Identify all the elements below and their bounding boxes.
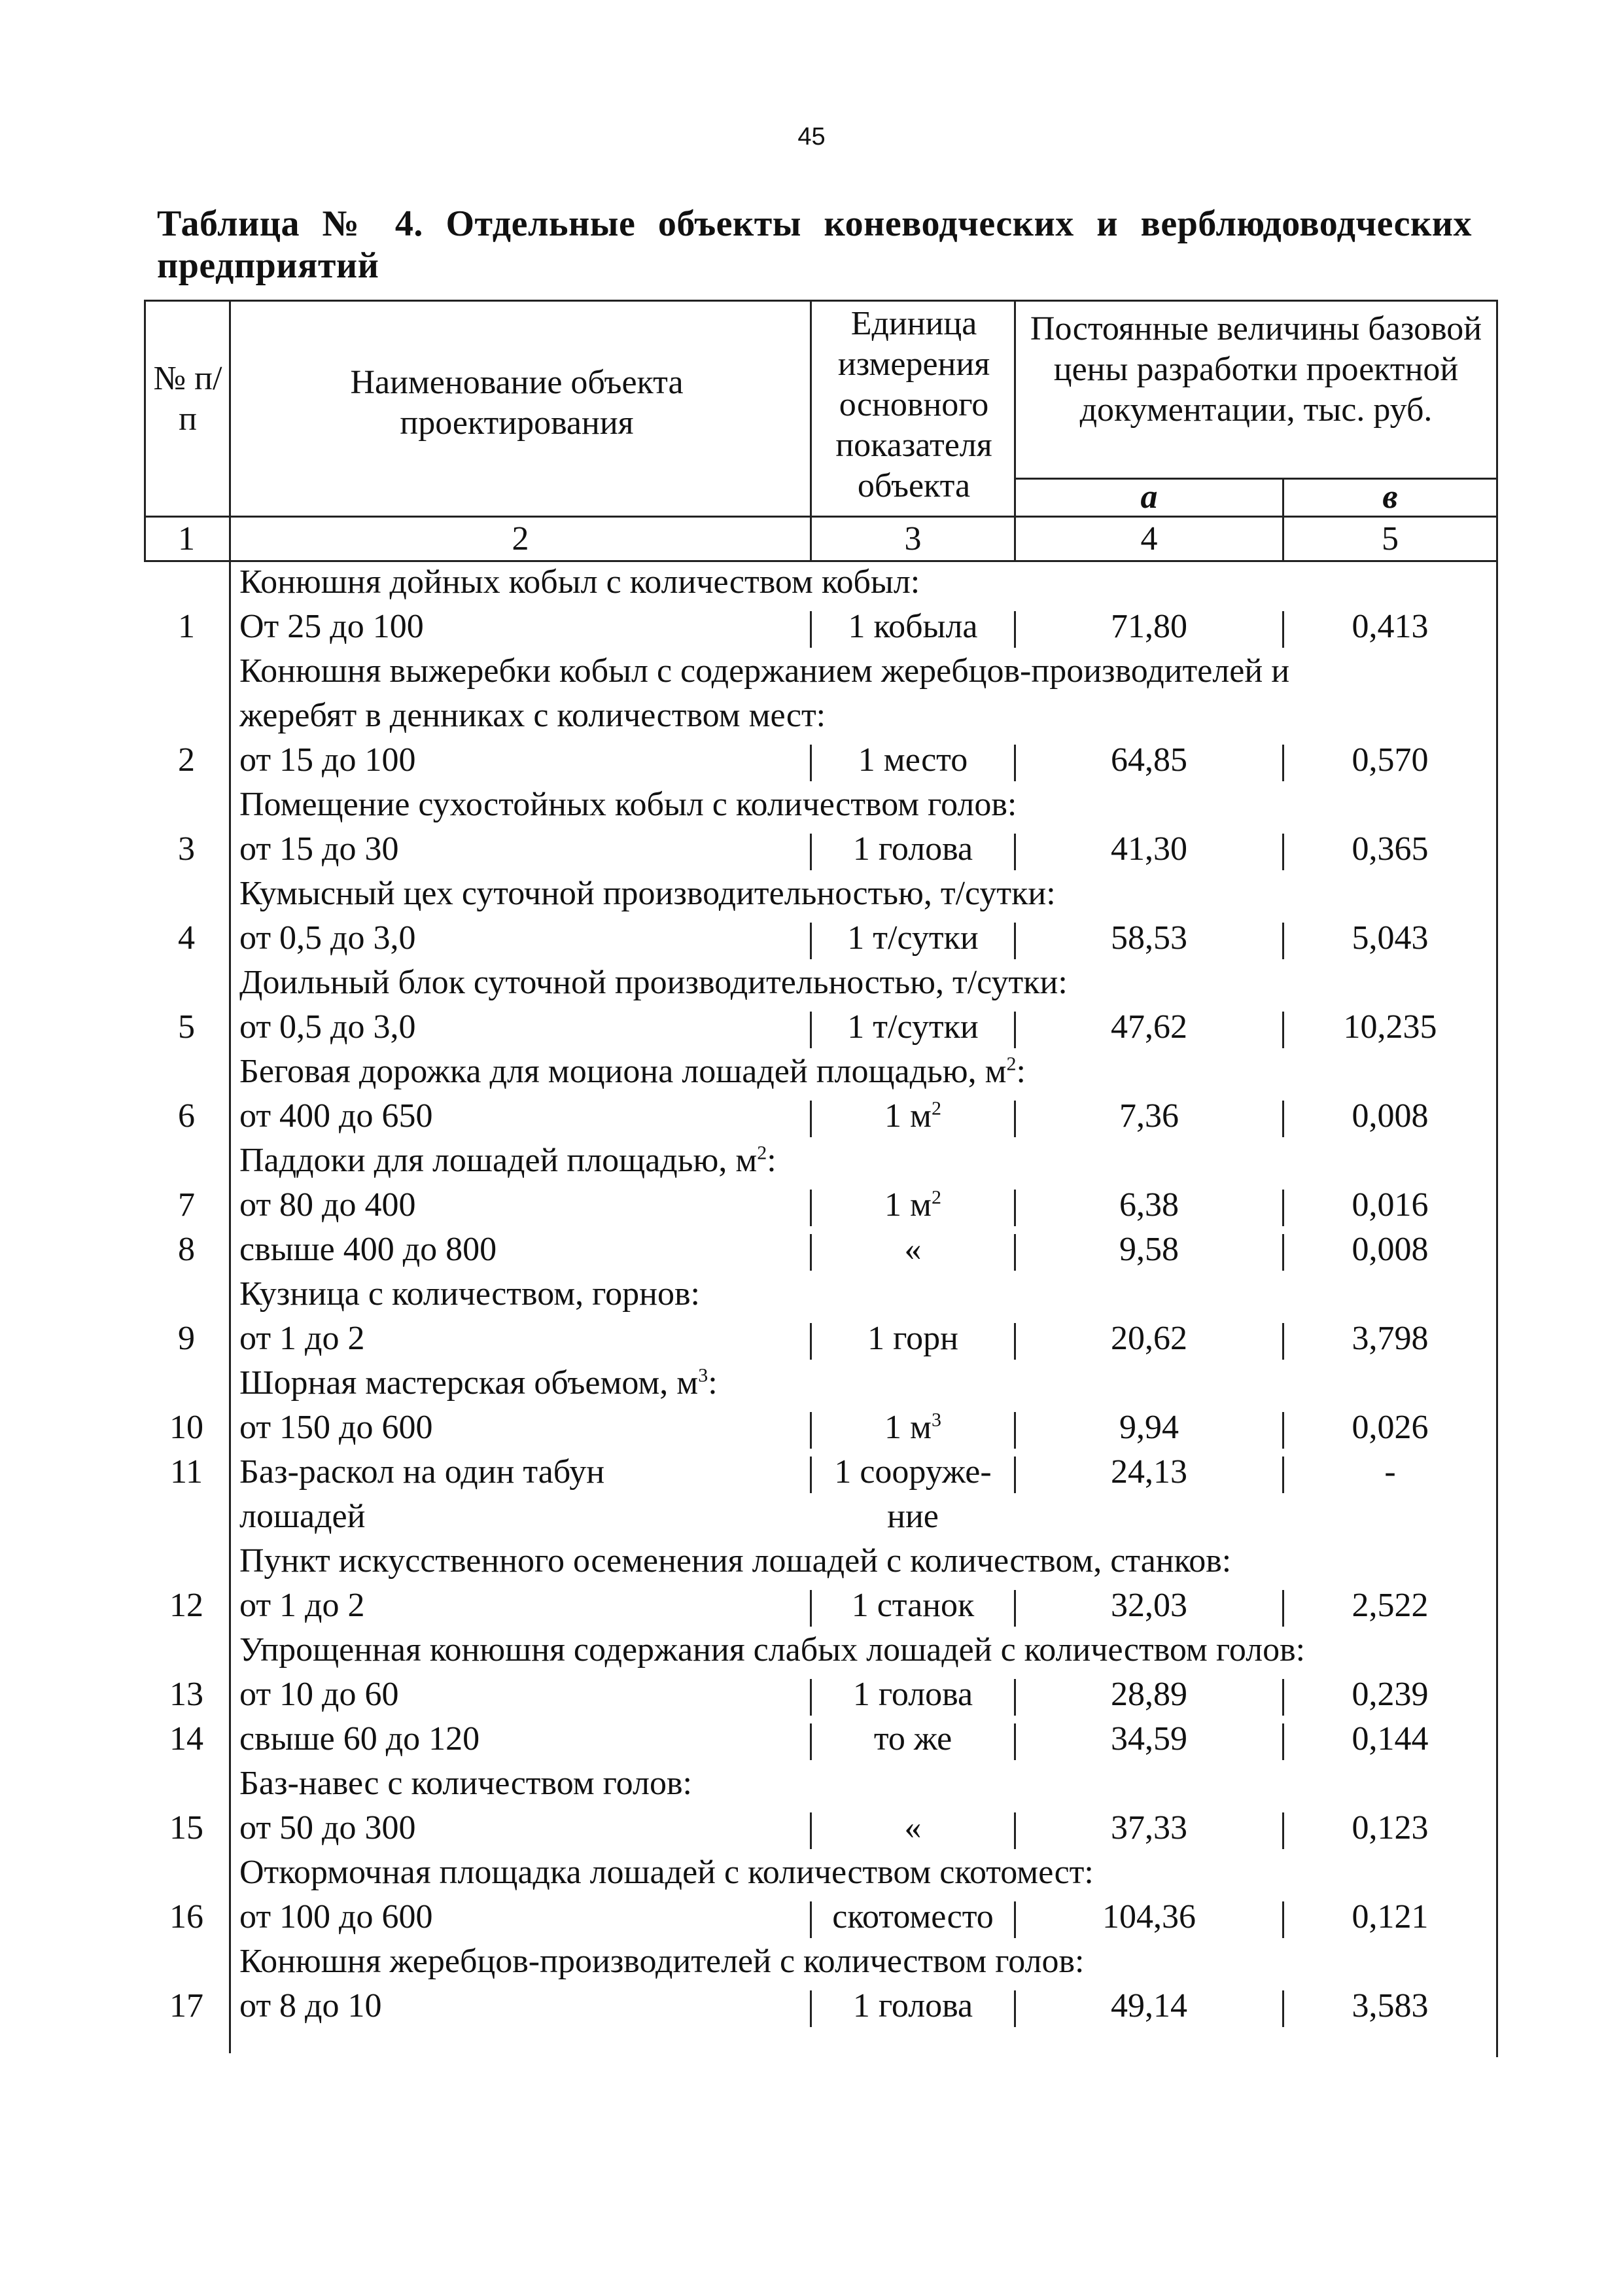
group-heading: Конюшня выжеребки кобыл с содержанием жеребцов-производителей и xyxy=(239,652,1290,690)
row-value-b: 0,008 xyxy=(1352,1097,1429,1135)
group-heading: Шорная мастерская объемом, $м^3$: xyxy=(239,1364,718,1402)
row-number: 2 xyxy=(178,741,195,779)
cell-separator-mark xyxy=(1014,1723,1016,1760)
cell-separator-mark xyxy=(1014,1812,1016,1849)
row-value-a: 34,59 xyxy=(1111,1720,1187,1757)
row-range: от 10 до 60 xyxy=(239,1676,399,1713)
cell-separator-mark xyxy=(1282,1323,1284,1360)
row-value-b: 10,235 xyxy=(1343,1008,1437,1046)
row-value-a: 7,36 xyxy=(1119,1097,1179,1135)
row-range: лошадей xyxy=(239,1498,366,1535)
cell-separator-mark xyxy=(810,611,812,648)
row-number: 14 xyxy=(169,1720,203,1757)
group-heading: Упрощенная конюшня содержания слабых лошадей с количеством голов: xyxy=(239,1631,1306,1669)
table-right-border-lower xyxy=(1496,560,1498,2057)
row-number: 12 xyxy=(169,1587,203,1624)
cell-separator-mark xyxy=(1014,834,1016,870)
header-values: Постоянные величины базовой цены разработки проектной документации, тыс. руб. xyxy=(1030,310,1482,429)
row-range: от 0,5 до 3,0 xyxy=(239,1008,416,1046)
row-value-a: 9,94 xyxy=(1119,1409,1179,1446)
row-value-b: 3,583 xyxy=(1352,1987,1429,2024)
group-heading: Беговая дорожка для моциона лошадей площадью, $м^2$: xyxy=(239,1053,1026,1090)
header-name: Наименование объекта проектирования xyxy=(350,364,684,442)
row-value-a: 104,36 xyxy=(1102,1898,1196,1935)
row-value-b: 2,522 xyxy=(1352,1587,1429,1624)
group-heading: Конюшня жеребцов-производителей с количеством голов: xyxy=(239,1943,1085,1980)
cell-separator-mark xyxy=(810,923,812,959)
row-unit: 1 т/сутки xyxy=(847,919,979,957)
row-number: 15 xyxy=(169,1809,203,1846)
row-number: 17 xyxy=(169,1987,203,2024)
cell-separator-mark xyxy=(1282,1101,1284,1137)
group-heading: Пункт искусственного осеменения лошадей с количеством, станков: xyxy=(239,1542,1232,1580)
header-num: № п/п xyxy=(153,360,222,438)
cell-separator-mark xyxy=(1014,1679,1016,1716)
group-heading: Конюшня дойных кобыл с количеством кобыл: xyxy=(239,563,920,601)
row-unit: скотоместо xyxy=(832,1898,994,1935)
cell-separator-mark xyxy=(1282,1234,1284,1271)
cell-separator-mark xyxy=(810,1590,812,1627)
table-top-border xyxy=(144,300,1498,302)
cell-separator-mark xyxy=(1014,1012,1016,1048)
cell-separator-mark xyxy=(810,1190,812,1226)
row-value-b: 0,121 xyxy=(1352,1898,1429,1935)
cell-separator-mark xyxy=(1282,1590,1284,1627)
row-value-b: 0,144 xyxy=(1352,1720,1429,1757)
cell-separator-mark xyxy=(1282,923,1284,959)
index-col-4: 4 xyxy=(1140,520,1158,557)
cell-separator-mark xyxy=(1014,1101,1016,1137)
cell-separator-mark xyxy=(1282,1412,1284,1449)
row-range: От 25 до 100 xyxy=(239,608,424,645)
row-unit: 1 голова xyxy=(852,1987,973,2024)
row-value-b: - xyxy=(1384,1453,1396,1491)
table-title xyxy=(157,203,1472,287)
row-value-a: 6,38 xyxy=(1119,1186,1179,1224)
row-unit: 1 сооруже- xyxy=(834,1453,992,1491)
row-unit: 1 $м^3$ xyxy=(884,1409,941,1446)
row-number: 13 xyxy=(169,1676,203,1713)
row-unit: 1 $м^2$ xyxy=(884,1186,941,1224)
cell-separator-mark xyxy=(810,1901,812,1938)
row-unit: « xyxy=(904,1231,922,1268)
cell-separator-mark xyxy=(810,745,812,781)
row-range: от 1 до 2 xyxy=(239,1587,365,1624)
row-range: Баз-раскол на один табун xyxy=(239,1453,605,1491)
row-unit: « xyxy=(904,1809,922,1846)
group-heading: жеребят в денниках с количеством мест: xyxy=(239,697,826,734)
group-heading: Паддоки для лошадей площадью, $м^2$: xyxy=(239,1142,777,1179)
cell-separator-mark xyxy=(1282,1457,1284,1493)
row-range: от 15 до 30 xyxy=(239,830,399,868)
cell-separator-mark xyxy=(1014,1323,1016,1360)
row-number: 6 xyxy=(178,1097,195,1135)
row-number: 1 xyxy=(178,608,195,645)
row-range: от 8 до 10 xyxy=(239,1987,382,2024)
table-title-line-2: предприятий xyxy=(157,245,379,286)
index-col-3: 3 xyxy=(904,520,922,557)
row-range: от 0,5 до 3,0 xyxy=(239,919,416,957)
row-value-b: 0,413 xyxy=(1352,608,1429,645)
index-col-2: 2 xyxy=(512,520,529,557)
row-value-a: 9,58 xyxy=(1119,1231,1179,1268)
row-range: свыше 60 до 120 xyxy=(239,1720,480,1757)
index-col-1: 1 xyxy=(178,520,195,557)
cell-separator-mark xyxy=(1014,1990,1016,2027)
row-value-a: 71,80 xyxy=(1111,608,1187,645)
row-unit: 1 горн xyxy=(867,1320,958,1357)
data-table xyxy=(144,300,1498,2057)
cell-separator-mark xyxy=(1014,923,1016,959)
row-value-b: 0,570 xyxy=(1352,741,1429,779)
group-heading: Доильный блок суточной производительностью, т/сутки: xyxy=(239,964,1068,1001)
group-heading: Кузница с количеством, горнов: xyxy=(239,1275,700,1313)
row-range: от 1 до 2 xyxy=(239,1320,365,1357)
cell-separator-mark xyxy=(1282,1812,1284,1849)
cell-separator-mark xyxy=(1282,611,1284,648)
row-number: 5 xyxy=(178,1008,195,1046)
col-divider-1 xyxy=(229,300,231,2053)
row-value-a: 58,53 xyxy=(1111,919,1187,957)
index-row-bottom-border xyxy=(144,560,1498,562)
row-range: от 400 до 650 xyxy=(239,1097,433,1135)
row-number: 9 xyxy=(178,1320,195,1357)
cell-separator-mark xyxy=(810,1457,812,1493)
page-number: 45 xyxy=(797,123,826,150)
header-sub-a: а xyxy=(1140,478,1158,516)
cell-separator-mark xyxy=(810,1412,812,1449)
row-range: от 150 до 600 xyxy=(239,1409,433,1446)
cell-separator-mark xyxy=(810,834,812,870)
row-unit: 1 $м^2$ xyxy=(884,1097,941,1135)
row-range: свыше 400 до 800 xyxy=(239,1231,497,1268)
row-number: 11 xyxy=(169,1453,203,1491)
cell-separator-mark xyxy=(1014,1457,1016,1493)
row-value-b: 3,798 xyxy=(1352,1320,1429,1357)
row-range: от 80 до 400 xyxy=(239,1186,416,1224)
row-number: 8 xyxy=(178,1231,195,1268)
row-number: 7 xyxy=(178,1186,195,1224)
cell-separator-mark xyxy=(810,1812,812,1849)
row-range: от 50 до 300 xyxy=(239,1809,416,1846)
row-value-b: 0,008 xyxy=(1352,1231,1429,1268)
table-right-border xyxy=(1496,300,1498,561)
row-value-a: 24,13 xyxy=(1111,1453,1187,1491)
row-value-a: 37,33 xyxy=(1111,1809,1187,1846)
table-title-line-1: Таблица № 4. Отдельные объекты коневодческих и верблюдоводческих xyxy=(157,203,1472,244)
cell-separator-mark xyxy=(1014,1234,1016,1271)
row-number: 3 xyxy=(178,830,195,868)
row-number: 4 xyxy=(178,919,195,957)
row-unit: 1 станок xyxy=(851,1587,975,1624)
row-value-b: 0,239 xyxy=(1352,1676,1429,1713)
cell-separator-mark xyxy=(1282,1190,1284,1226)
cell-separator-mark xyxy=(1014,1590,1016,1627)
row-range: от 15 до 100 xyxy=(239,741,416,779)
row-unit: то же xyxy=(873,1720,952,1757)
row-unit: 1 место xyxy=(858,741,968,779)
row-value-b: 0,016 xyxy=(1352,1186,1429,1224)
cell-separator-mark xyxy=(810,1990,812,2027)
row-value-b: 0,123 xyxy=(1352,1809,1429,1846)
row-number: 10 xyxy=(169,1409,203,1446)
row-value-a: 20,62 xyxy=(1111,1320,1187,1357)
group-heading: Помещение сухостойных кобыл с количеством голов: xyxy=(239,786,1017,823)
cell-separator-mark xyxy=(1282,1723,1284,1760)
row-value-a: 28,89 xyxy=(1111,1676,1187,1713)
cell-separator-mark xyxy=(1014,745,1016,781)
row-range: от 100 до 600 xyxy=(239,1898,433,1935)
cell-separator-mark xyxy=(810,1723,812,1760)
cell-separator-mark xyxy=(1282,1012,1284,1048)
index-col-5: 5 xyxy=(1382,520,1399,557)
cell-separator-mark xyxy=(1014,1190,1016,1226)
group-heading: Откормочная площадка лошадей с количеством скотомест: xyxy=(239,1854,1094,1891)
group-heading: Кумысный цех суточной производительностью, т/сутки: xyxy=(239,875,1056,912)
row-value-a: 64,85 xyxy=(1111,741,1187,779)
row-unit: 1 кобыла xyxy=(848,608,978,645)
cell-separator-mark xyxy=(1282,1679,1284,1716)
cell-separator-mark xyxy=(810,1323,812,1360)
row-value-b: 5,043 xyxy=(1352,919,1429,957)
row-unit: 1 голова xyxy=(852,830,973,868)
cell-separator-mark xyxy=(810,1101,812,1137)
cell-separator-mark xyxy=(1282,745,1284,781)
row-number: 16 xyxy=(169,1898,203,1935)
row-value-a: 32,03 xyxy=(1111,1587,1187,1624)
cell-separator-mark xyxy=(1014,1412,1016,1449)
row-value-b: 0,365 xyxy=(1352,830,1429,868)
cell-separator-mark xyxy=(810,1234,812,1271)
cell-separator-mark xyxy=(1014,1901,1016,1938)
row-value-a: 49,14 xyxy=(1111,1987,1187,2024)
cell-separator-mark xyxy=(1282,1901,1284,1938)
cell-separator-mark xyxy=(1282,1990,1284,2027)
row-unit: 1 голова xyxy=(852,1676,973,1713)
group-heading: Баз-навес с количеством голов: xyxy=(239,1765,692,1802)
row-value-b: 0,026 xyxy=(1352,1409,1429,1446)
row-unit: 1 т/сутки xyxy=(847,1008,979,1046)
header-unit: Единица измерения основного показателя объекта xyxy=(835,305,992,504)
cell-separator-mark xyxy=(1282,834,1284,870)
header-sub-b: в xyxy=(1382,478,1398,516)
row-value-a: 41,30 xyxy=(1111,830,1187,868)
cell-separator-mark xyxy=(1014,611,1016,648)
row-value-a: 47,62 xyxy=(1111,1008,1187,1046)
row-unit: ние xyxy=(887,1498,939,1535)
cell-separator-mark xyxy=(810,1012,812,1048)
cell-separator-mark xyxy=(810,1679,812,1716)
